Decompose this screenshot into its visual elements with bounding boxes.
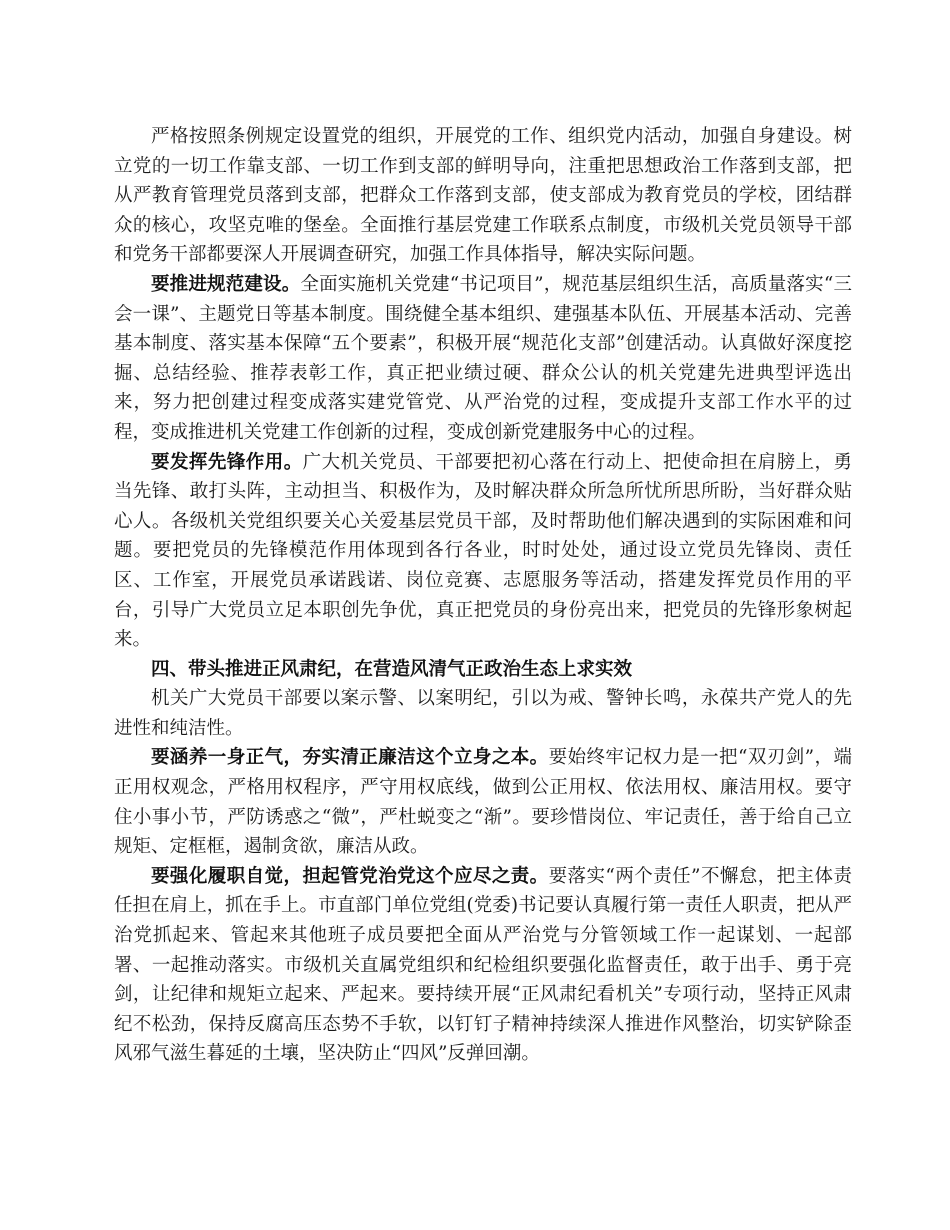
document-body bbox=[114, 122, 852, 1069]
paragraph-5-text: 机关广大党员干部要以案示警、以案明纪，引以为戒、警钟长鸣，永葆共产党人的先进性和纯洁性。 bbox=[114, 688, 852, 739]
paragraph-1-text: 严格按照条例规定设置党的组织，开展党的工作、组织党内活动，加强自身建设。树立党的一切工作靠支部、一切工作到支部的鲜明导向，注重把思想政治工作落到支部，把从严教育管理党员落到支部，把群众工作落到支部，使支部成为教育党员的学校，团结群众的核心，攻坚克唯的堡垒。全面推行基层党建工作联系点制度，市级机关党员领导干部和党务干部都要深人开展调查研究，加强工作具体指导，解决实际问题。 bbox=[114, 126, 852, 266]
paragraph-5 bbox=[114, 684, 852, 743]
paragraph-7-lead: 要强化履职自觉，担起管党治党这个应尽之责。 bbox=[151, 865, 549, 887]
paragraph-6-text: 要始终牢记权力是一把“双刃剑”，端正用权观念，严格用权程序，严守用权底线，做到公正用权、依法用权、廉洁用权。要守住小事小节，严防诱惑之“微”，严杜蜕变之“渐”。要珍惜岗位、牢记责任，善于给自己立规矩、定框框，遏制贪欲，廉洁从政。 bbox=[114, 747, 852, 858]
section-heading-4: 四、带头推进正风肃纪，在营造风清气正政治生态上求实效 bbox=[151, 658, 633, 680]
paragraph-6 bbox=[114, 743, 852, 861]
paragraph-7 bbox=[114, 862, 852, 1069]
paragraph-7-text: 要落实“两个责任”不懈怠，把主体责任担在肩上，抓在手上。市直部门单位党组(党委)书记要认真履行第一责任人职责，把从严治党抓起来、管起来其他班子成员要把全面从严治党与分管领域工作一起谋划、一起部署、一起推动落实。市级机关直属党组织和纪检组织要强化监督责任，敢于出手、勇于亮剑，让纪律和规矩立起来、严起来。要持续开展“正风肃纪看机关”专项行动，坚持正风肃纪不松劲，保持反腐高压态势不手软，以钉钉子精神持续深人推进作风整治，切实铲除歪风邪气滋生暮延的土壤，坚决防止“四风”反弹回潮。 bbox=[114, 865, 852, 1065]
paragraph-3-lead: 要发挥先锋作用。 bbox=[151, 451, 303, 473]
paragraph-1 bbox=[114, 122, 852, 270]
paragraph-2-lead: 要推进规范建设。 bbox=[151, 273, 301, 295]
paragraph-3-text: 广大机关党员、干部要把初心落在行动上、把使命担在肩膀上，勇当先锋、敢打头阵，主动担当、积极作为，及时解决群众所急所忧所思所盼，当好群众贴心人。各级机关党组织要关心关爱基层党员干部，及时帮助他们解决遇到的实际困难和问题。要把党员的先锋模范作用体现到各行各业，时时处处，通过设立党员先锋岗、责任区、工作室，开展党员承诺践诺、岗位竞赛、志愿服务等活动，搭建发挥党员作用的平台，引导广大党员立足本职创先争优，真正把党员的身份亮出来，把党员的先锋形象树起来。 bbox=[114, 451, 852, 651]
paragraph-3 bbox=[114, 448, 852, 655]
paragraph-6-lead: 要涵养一身正气，夯实清正廉洁这个立身之本。 bbox=[151, 747, 549, 769]
paragraph-2-text: 全面实施机关党建“书记项目”，规范基层组织生活，高质量落实“三会一课”、主题党日等基本制度。围绕健全基本组织、建强基本队伍、开展基本活动、完善基本制度、落实基本保障“五个要素”，积极开展“规范化支部”创建活动。认真做好深度挖掘、总结经验、推荐表彰工作，真正把业绩过硬、群众公认的机关党建先进典型评选出来，努力把创建过程变成落实建党管党、从严治党的过程，变成提升支部工作水平的过程，变成推进机关党建工作创新的过程，变成创新党建服务中心的过程。 bbox=[114, 273, 852, 443]
paragraph-2 bbox=[114, 270, 852, 448]
